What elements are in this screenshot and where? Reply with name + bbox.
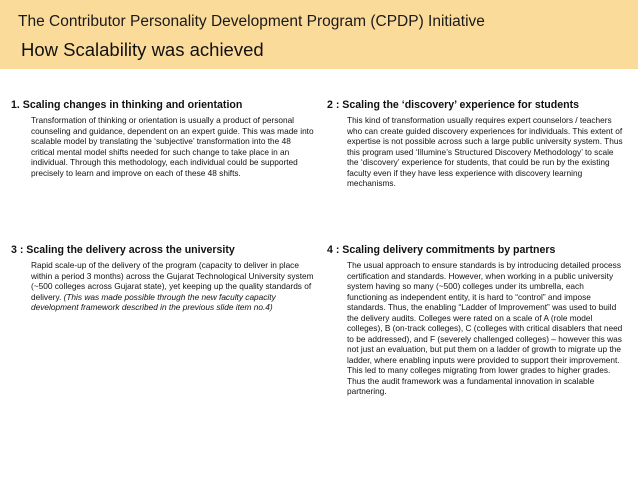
section-heading: 1. Scaling changes in thinking and orientation [11,99,243,111]
section-scaling-commitments [327,244,627,397]
section-body: This kind of transformation usually requires expert counselors / teachers who can create guided discovery experiences for individuals. This extent of expertise is not possible across such a large public university system. Thus this program used ‘Illumine’s Structured Discovery Methodology’ to scale the ‘discovery’ experience for students, that could be run by the existing faculty even if they have less experience with discovery learning mechanisms. [347,115,623,188]
section-scaling-thinking [11,99,314,178]
section-heading: 3 : Scaling the delivery across the university [11,244,235,256]
section-body: Transformation of thinking or orientation is usually a product of personal counseling and guidance, dependent on an expert guide. This was made into scalable model by translating the ‘subjective’ transformation into the 48 critical mental model shifts needed for such change to take place in an individual. Through this methodology, each individual could be supported precisely to learn and improve on each of these 48 shifts. [31,115,314,178]
section-scaling-discovery [327,99,627,189]
org-title: The Contributor Personality Development Program (CPDP) Initiative [18,13,485,30]
slide-title: How Scalability was achieved [21,39,264,60]
slide-header [0,0,638,69]
section-body-italic-note: (This was made possible through the new faculty capacity development framework described in the previous slide item no.4) [31,291,276,312]
section-heading: 4 : Scaling delivery commitments by partners [327,244,556,256]
section-body: Rapid scale-up of the delivery of the program (capacity to deliver in place within a period 3 months) across the Gujarat Technological University system (~500 colleges across Gujarat state), yet keeping up the quality standards of delivery. [31,260,314,302]
section-body: The usual approach to ensure standards is by introducing detailed process certification and standards. However, when working in a public university system having so many (~500) colleges under its umbrella, each functioning as independent entity, it is hard to “control” and impose standards. Thus, the enabling “Ladder of Improvement” was used to build the delivery audits. Colleges were rated on a scale of A (role model colleges), B (on-track colleges), C (colleges with critical disablers that need to be addressed), and F (severely challenged colleges) – however this was not just an evaluation, but put them on a ladder of growth to migrate up the ladder, where enabling inputs were provided to support their improvement. This led to many colleges migrating from lower grades to higher grades. Thus the audit framework was a fundamental innovation in scalable partnering. [347,260,623,396]
section-scaling-delivery [11,244,314,313]
section-body-wrapper [31,260,315,313]
section-heading: 2 : Scaling the ‘discovery’ experience for students [327,99,579,111]
